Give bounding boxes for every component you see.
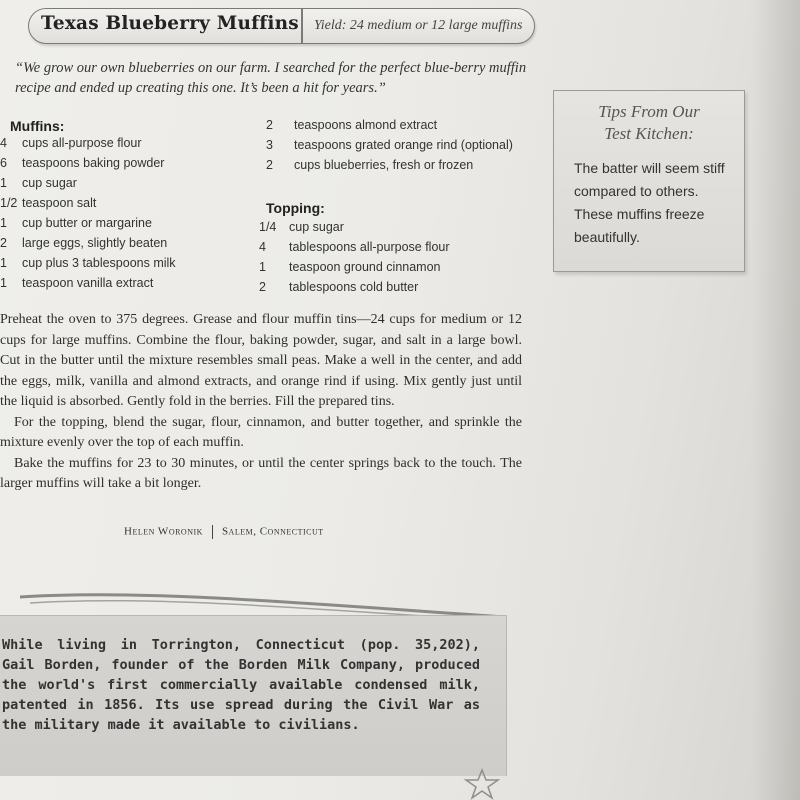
topping-ingredient-list	[259, 220, 529, 300]
page-gutter-shadow	[752, 0, 800, 800]
ingredient-quantity: 2	[266, 118, 273, 132]
ingredient-text: teaspoon ground cinnamon	[289, 260, 441, 274]
ingredient-quantity: 2	[266, 158, 273, 172]
ingredient-item	[259, 240, 529, 260]
ingredient-item	[0, 256, 250, 276]
attribution-divider	[212, 525, 213, 539]
ingredient-quantity: 2	[259, 280, 266, 294]
ingredient-quantity: 4	[0, 136, 7, 150]
fact-box	[0, 615, 507, 776]
ingredient-item	[266, 158, 536, 178]
ingredient-quantity: 1	[0, 256, 7, 270]
ingredient-item	[259, 220, 529, 240]
ingredient-quantity: 1/2	[0, 196, 18, 210]
ingredient-text: cups blueberries, fresh or frozen	[294, 158, 474, 172]
author-location: Salem, Connecticut	[221, 525, 324, 538]
ingredient-text: teaspoon salt	[22, 196, 97, 210]
ingredient-text: teaspoons baking powder	[22, 156, 165, 170]
ingredient-item	[0, 196, 250, 216]
directions-paragraph: For the topping, blend the sugar, flour, cinnamon, and butter together, and sprinkle the mixture evenly over the top of each muffin.	[0, 414, 522, 450]
ingredient-text: teaspoons grated orange rind (optional)	[294, 138, 513, 152]
ingredient-text: cup plus 3 tablespoons milk	[22, 256, 176, 270]
ingredient-text: cup butter or margarine	[22, 216, 152, 230]
directions-paragraph: Preheat the oven to 375 degrees. Grease and flour muffin tins—24 cups for medium or 12 cups for large muffins. Combine the flour, baking powder, sugar, and salt in a large bowl. Cut in the butter until the mixture resembles small peas. Make a well in the center, and add the eggs, milk, vanilla and almond extracts, and orange rind if using. Mix gently just until the liquid is absorbed. Gently fold in the berries. Fill the prepared tins.	[0, 312, 522, 409]
author-name: Helen Woronik	[124, 525, 203, 538]
recipe-yield: Yield: 24 medium or 12 large muffins	[314, 18, 523, 33]
muffins-heading: Muffins:	[10, 118, 65, 134]
ingredient-item	[266, 138, 536, 158]
ingredient-quantity: 1	[0, 276, 7, 290]
recipe-quote: “We grow our own blueberries on our farm. I searched for the perfect blue-berry muffin recipe and ended up creating this one. It’s been a hit for years.”	[15, 60, 527, 96]
ingredient-quantity: 1	[0, 216, 7, 230]
tips-box	[553, 90, 745, 272]
ingredient-item	[0, 176, 250, 196]
recipe-directions	[0, 310, 522, 495]
ingredient-item	[259, 260, 529, 280]
ingredient-text: tablespoons all-purpose flour	[289, 240, 450, 254]
tips-title	[554, 101, 744, 145]
recipe-title: Texas Blueberry Muffins	[41, 13, 299, 34]
ingredient-quantity: 3	[266, 138, 273, 152]
fact-text: While living in Torrington, Connecticut (pop. 35,202), Gail Borden, founder of the Borden Milk Company, produced the world's first commercially available condensed milk, patented in 1856. Its use spread during the Civil War as the military made it available to civilians.	[2, 637, 480, 733]
ingredient-quantity: 1	[259, 260, 266, 274]
recipe-title-bar	[28, 8, 535, 44]
ingredient-quantity: 4	[259, 240, 266, 254]
ingredient-quantity: 1	[0, 176, 7, 190]
ingredient-item	[0, 136, 250, 156]
ingredient-item	[0, 156, 250, 176]
tips-title-line: Test Kitchen:	[604, 124, 694, 143]
ingredient-item	[0, 216, 250, 236]
muffins-ingredient-list	[0, 136, 250, 296]
ingredient-item	[259, 280, 529, 300]
title-divider	[301, 9, 303, 43]
topping-heading: Topping:	[266, 200, 325, 216]
ingredient-text: cups all-purpose flour	[22, 136, 142, 150]
ingredient-item	[266, 118, 536, 138]
ingredient-text: tablespoons cold butter	[289, 280, 419, 294]
ingredient-item	[0, 276, 250, 296]
ingredient-quantity: 6	[0, 156, 7, 170]
star-icon	[462, 768, 502, 800]
ingredient-text: cup sugar	[289, 220, 344, 234]
tips-text: The batter will seem stiff compared to others. These muffins freeze beautifully.	[574, 160, 725, 245]
muffins-ingredient-list-continued	[266, 118, 536, 178]
ingredient-text: teaspoon vanilla extract	[22, 276, 154, 290]
directions-paragraph: Bake the muffins for 23 to 30 minutes, or until the center springs back to the touch. The larger muffins will take a bit longer.	[0, 455, 522, 491]
ingredient-text: large eggs, slightly beaten	[22, 236, 168, 250]
ingredient-text: cup sugar	[22, 176, 77, 190]
ingredient-quantity: 1/4	[259, 220, 277, 234]
ingredient-text: teaspoons almond extract	[294, 118, 438, 132]
ingredient-item	[0, 236, 250, 256]
recipe-attribution	[124, 525, 324, 539]
ingredient-quantity: 2	[0, 236, 7, 250]
tips-title-line: Tips From Our	[598, 102, 700, 121]
